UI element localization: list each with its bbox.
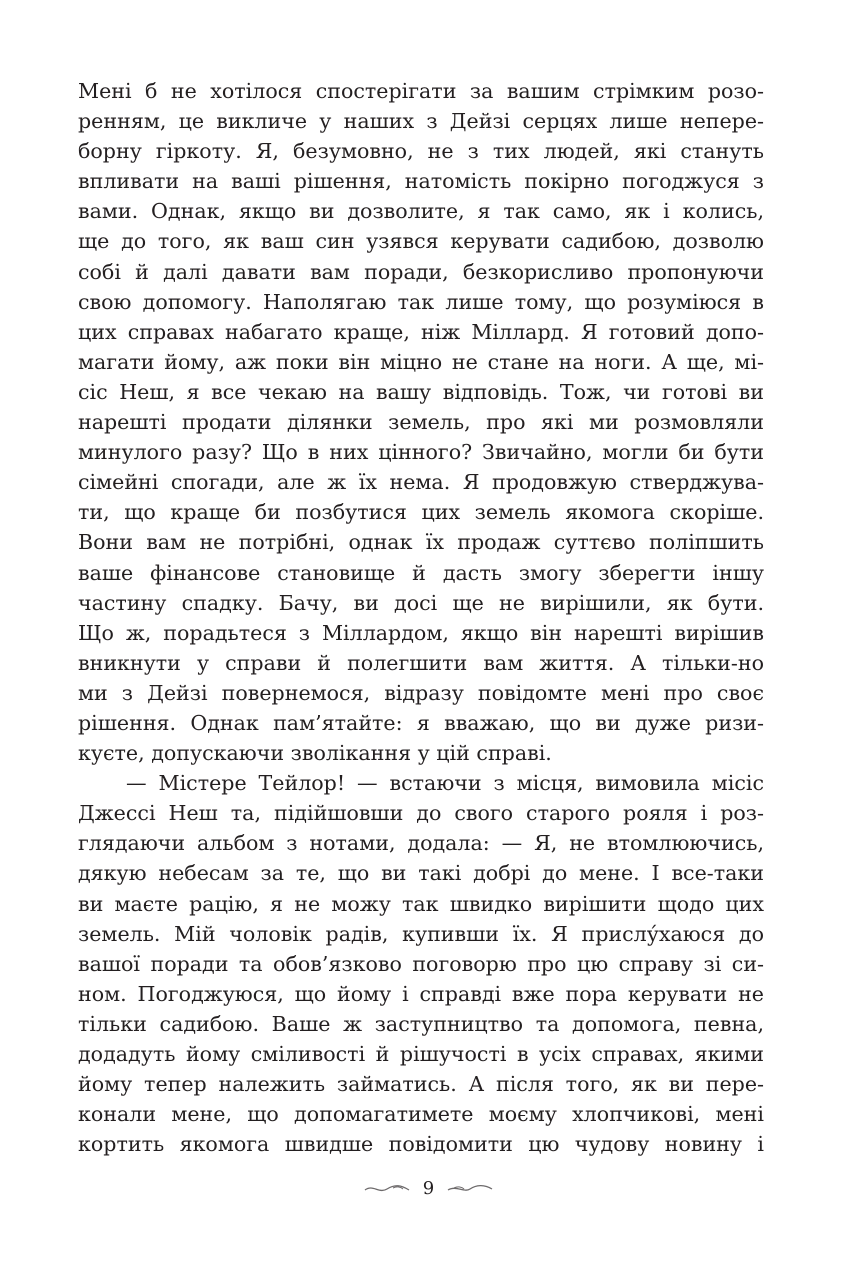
text-line: минулого разу? Що в них цінного? Звичайно, могли би бути (78, 440, 764, 465)
text-line: земель. Мій чоловік радів, купивши їх. Я прислу́хаюся до (78, 921, 764, 946)
text-line: Що ж, порадьтеся з Міллардом, якщо він нарешті вирішив (78, 620, 764, 645)
text-line: додадуть йому сміливості й рішучості в усіх справах, якими (78, 1042, 764, 1066)
text-line: рішення. Однак пам’ятайте: я вважаю, що ви дуже ризи- (78, 710, 764, 735)
text-line: конали мене, що допомагатимете моєму хлопчикові, мені (78, 1102, 764, 1127)
text-line: собі й далі давати вам поради, безкорисливо пропонуючи (78, 259, 764, 284)
text-line: цих справах набагато краще, ніж Міллард. Я готовий допо- (78, 319, 764, 344)
text-line: глядаючи альбом з нотами, додала: — Я, не втомлюючись, (78, 831, 764, 856)
text-line: ще до того, як ваш син узявся керувати садибою, дозволю (78, 229, 764, 254)
text-line: ви маєте рацію, я не можу так швидко вирішити щодо цих (78, 891, 764, 916)
text-line: кортить якомога швидше повідомити цю чудову новину і (78, 1132, 764, 1157)
text-line: ном. Погоджуюся, що йому і справді вже пора керувати не (78, 981, 764, 1006)
text-line: ренням, це викличе у наших з Дейзі серцях лише непере- (78, 109, 764, 134)
page-footer (0, 1174, 857, 1204)
text-line: сіс Неш, я все чекаю на вашу відповідь. Тож, чи готові ви (78, 379, 764, 404)
text-line: Джессі Неш та, підійшовши до свого старого рояля і роз- (78, 801, 764, 826)
text-line: свою допомогу. Наполягаю так лише тому, що розуміюся в (78, 289, 764, 314)
text-line: магати йому, аж поки він міцно не стане на ноги. А ще, мі- (78, 349, 764, 374)
text-line: сімейні спогади, але ж їх нема. Я продовжую стверджува- (78, 470, 764, 495)
text-line: тільки садибою. Ваше ж заступництво та допомога, певна, (78, 1011, 764, 1036)
text-line: йому тепер належить займатись. А після того, як ви пере- (78, 1072, 764, 1097)
body-text (78, 76, 764, 1159)
text-line: — Містере Тейлор! — встаючи з місця, вимовила місіс (126, 771, 764, 796)
text-line: частину спадку. Бачу, ви досі ще не вирішили, як бути. (78, 590, 764, 615)
text-line: борну гіркоту. Я, безумовно, не з тих людей, які стануть (78, 139, 764, 164)
swash-ornament-icon (446, 1182, 494, 1196)
text-line: нарешті продати ділянки земель, про які ми розмовляли (78, 410, 764, 435)
page-number: 9 (422, 1178, 435, 1199)
text-line: вашої поради та обов’язково поговорю про цю справу зі си- (78, 951, 764, 976)
text-line: Вони вам не потрібні, однак їх продаж суттєво поліпшить (78, 530, 764, 555)
text-line: ваше фінансове становище й дасть змогу зберегти іншу (78, 560, 764, 585)
text-line: ми з Дейзі повернемося, відразу повідомте мені про своє (78, 680, 764, 705)
text-line: дякую небесам за те, що ви такі добрі до мене. І все-таки (78, 861, 764, 886)
text-line: куєте, допускаючи зволікання у цій справі. (78, 741, 552, 766)
text-line: вами. Однак, якщо ви дозволите, я так само, як і колись, (78, 199, 764, 224)
text-line: впливати на ваші рішення, натомість покірно погоджуся з (78, 169, 764, 194)
text-line: ти, що краще би позбутися цих земель якомога скоріше. (78, 500, 764, 525)
text-line: вникнути у справи й полегшити вам життя. А тільки-но (78, 650, 764, 675)
text-line: Мені б не хотілося спостерігати за вашим стрімким розо- (78, 79, 764, 103)
swash-ornament-icon (363, 1182, 411, 1196)
